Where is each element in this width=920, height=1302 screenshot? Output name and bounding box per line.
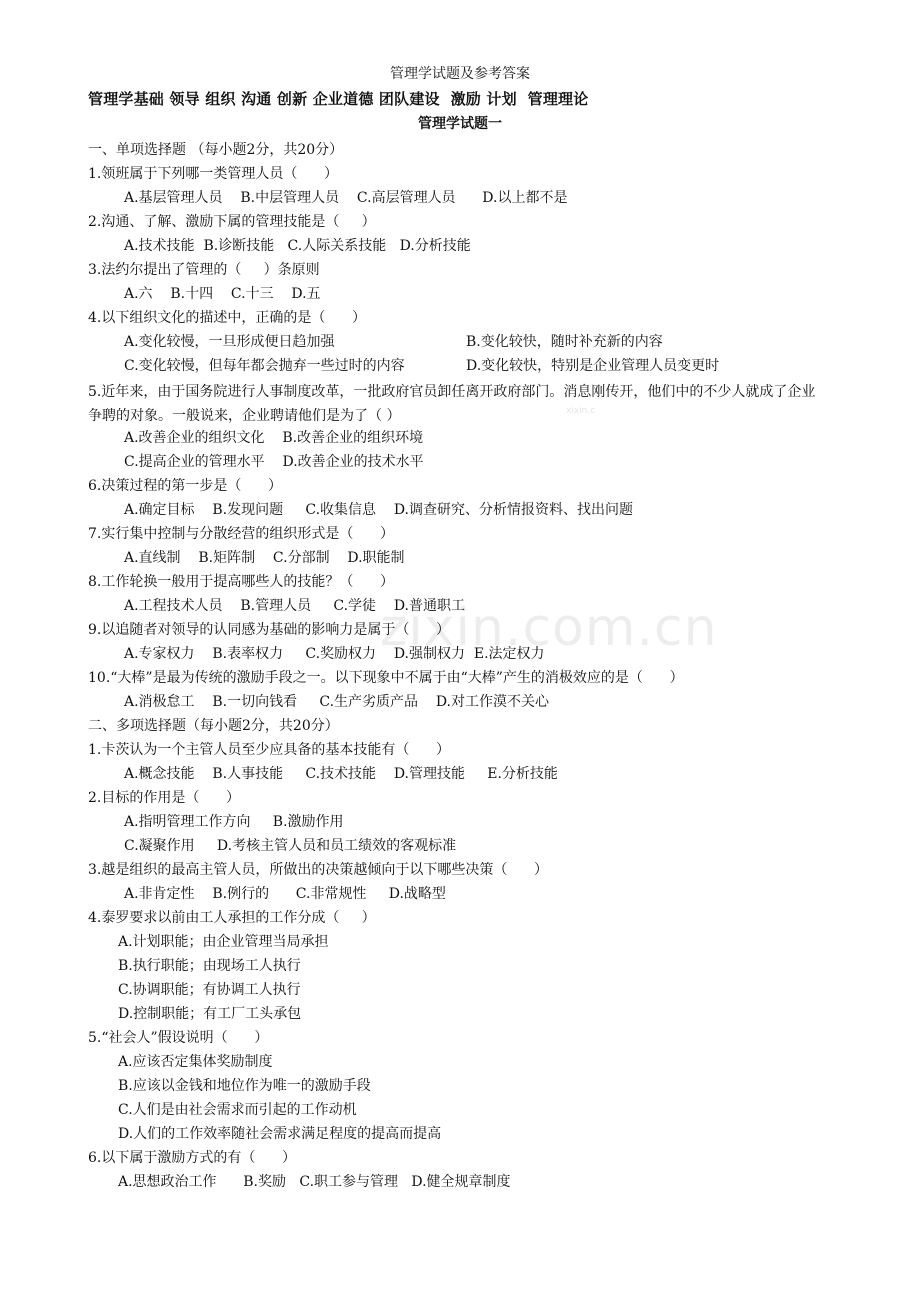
question-text: 4.泰罗要求以前由工人承担的工作分成（ ） <box>88 910 376 926</box>
exam-title: 管理学试题一 <box>418 116 502 132</box>
question-options: A.应该否定集体奖励制度 <box>118 1054 273 1070</box>
section-heading-single-choice: 一、单项选择题 （每小题2分，共20分） <box>88 142 344 158</box>
question-options: A.专家权力 B.表率权力 C.奖励权力 D.强制权力 E.法定权力 <box>124 646 545 662</box>
question-text: 8.工作轮换一般用于提高哪些人的技能？（ ） <box>88 574 395 590</box>
question-options: A.直线制 B.矩阵制 C.分部制 D.职能制 <box>124 550 405 566</box>
question-options: A.六 B.十四 C.十三 D.五 <box>124 286 321 302</box>
question-options: A.工程技术人员 B.管理人员 C.学徒 D.普通职工 <box>124 598 465 614</box>
question-text: 7.实行集中控制与分散经营的组织形式是（ ） <box>88 526 395 542</box>
question-options: A.变化较慢，一旦形成便日趋加强 <box>124 334 335 350</box>
question-text: 6.以下属于激励方式的有（ ） <box>88 1150 297 1166</box>
question-options: A.计划职能；由企业管理当局承担 <box>118 934 329 950</box>
question-options: A.基层管理人员 B.中层管理人员 C.高层管理人员 D.以上都不是 <box>124 190 568 206</box>
question-options: A.思想政治工作 B.奖励 C.职工参与管理 D.健全规章制度 <box>118 1174 511 1190</box>
question-text: 3.越是组织的最高主管人员，所做出的决策越倾向于以下哪些决策（ ） <box>88 862 549 878</box>
question-options: C.人们是由社会需求而引起的工作动机 <box>118 1102 357 1118</box>
question-options: B.应该以金钱和地位作为唯一的激励手段 <box>118 1078 371 1094</box>
question-options: D.变化较快，特别是企业管理人员变更时 <box>466 358 720 374</box>
question-text: 2.沟通、了解、激励下属的管理技能是（ ） <box>88 214 376 230</box>
question-options: B.变化较快，随时补充新的内容 <box>466 334 663 350</box>
question-options: D.人们的工作效率随社会需求满足程度的提高而提高 <box>118 1126 442 1142</box>
question-options: A.指明管理工作方向 B.激励作用 <box>124 814 344 830</box>
question-text: 1.卡茨认为一个主管人员至少应具备的基本技能有（ ） <box>88 742 451 758</box>
section-heading-multiple-choice: 二、多项选择题（每小题2分，共20分） <box>88 718 339 734</box>
question-options: C.协调职能；有协调工人执行 <box>118 982 301 998</box>
question-options: A.概念技能 B.人事技能 C.技术技能 D.管理技能 E.分析技能 <box>124 766 558 782</box>
question-options: D.控制职能；有工厂工头承包 <box>118 1006 302 1022</box>
faint-mark: xixin.c <box>566 406 596 416</box>
keywords-line: 管理学基础 领导 组织 沟通 创新 企业道德 团队建设 激励 计划 管理理论 <box>88 90 589 108</box>
question-options: C.凝聚作用 D.考核主管人员和员工绩效的客观标准 <box>124 838 457 854</box>
question-text: 2.目标的作用是（ ） <box>88 790 241 806</box>
question-options: A.改善企业的组织文化 B.改善企业的组织环境 <box>124 430 424 446</box>
question-options: A.非肯定性 B.例行的 C.非常规性 D.战略型 <box>124 886 446 902</box>
watermark: zixin.com.cn <box>380 598 718 658</box>
question-text: 1.领班属于下列哪一类管理人员（ ） <box>88 166 339 182</box>
question-text: 5.“社会人”假设说明（ ） <box>88 1030 269 1046</box>
question-text: 9.以追随者对领导的认同感为基础的影响力是属于（ ） <box>88 622 451 638</box>
question-text: 5.近年来，由于国务院进行人事制度改革，一批政府官员卸任离开政府部门。消息刚传开，他们中的不少人就成了企业争聘的对象。一般说来，企业聘请他们是为了（ ） <box>88 384 816 424</box>
question-text: 6.决策过程的第一步是（ ） <box>88 478 283 494</box>
question-options: C.变化较慢，但每年都会抛弃一些过时的内容 <box>124 358 405 374</box>
question-options: C.提高企业的管理水平 D.改善企业的技术水平 <box>124 454 424 470</box>
question-options: A.技术技能 B.诊断技能 C.人际关系技能 D.分析技能 <box>124 238 471 254</box>
question-options: B.执行职能；由现场工人执行 <box>118 958 301 974</box>
question-options: A.确定目标 B.发现问题 C.收集信息 D.调查研究、分析情报资料、找出问题 <box>124 502 633 518</box>
doc-title: 管理学试题及参考答案 <box>390 66 530 82</box>
question-options: A.消极怠工 B.一切向钱看 C.生产劣质产品 D.对工作漠不关心 <box>124 694 549 710</box>
question-text: 3.法约尔提出了管理的（ ）条原则 <box>88 262 320 278</box>
question-text: 10.“大棒”是最为传统的激励手段之一。以下现象中不属于由“大棒”产生的消极效应的是（ ） <box>88 670 684 686</box>
question-text: 4.以下组织文化的描述中，正确的是（ ） <box>88 310 367 326</box>
